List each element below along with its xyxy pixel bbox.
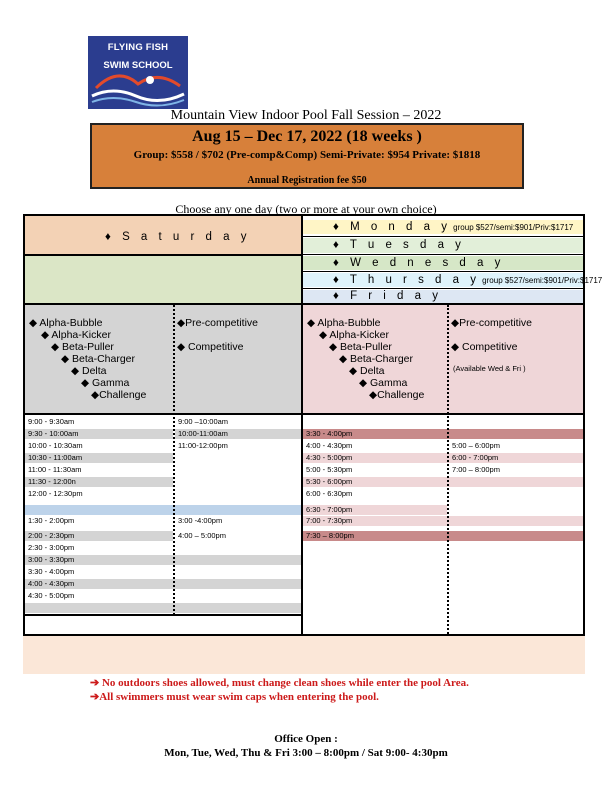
grid-line [303, 271, 583, 272]
session-banner [90, 123, 524, 189]
wk-level-gamma: ◆ Gamma [359, 377, 408, 389]
sat-slot: 2:30 - 3:00pm [28, 543, 75, 552]
sat-slot: 9:30 - 10:00am [25, 429, 173, 439]
sat-comp-slot: 10:00-11:00am [175, 429, 301, 439]
wk-level-beta-puller: ◆ Beta-Puller [329, 341, 392, 353]
monday-label: ♦ M o n d a y [333, 221, 451, 233]
logo-line-1: FLYING FISH [107, 42, 169, 53]
grid-line [25, 254, 301, 256]
wk-slot: 3:30 - 4:00pm [303, 429, 583, 439]
logo-line-2: SWIM SCHOOL [103, 60, 173, 71]
rules-notes [90, 676, 560, 704]
monday-price-note: group $527/semi:$901/Priv:$1717 [450, 223, 574, 232]
thursday-header [303, 273, 603, 287]
grid-divider [301, 216, 303, 634]
wk-slot: 6:00 - 6:30pm [306, 489, 353, 498]
wk-comp-slot: 5:00 – 6:00pm [452, 441, 500, 450]
weekday-levels-panel [303, 305, 583, 413]
office-heading: Office Open : [274, 733, 338, 745]
wednesday-header [303, 256, 583, 270]
level-precompetitive: ◆Pre-competitive [177, 317, 259, 329]
grid-line [25, 413, 583, 415]
wk-level-note: (Available Wed & Fri ) [453, 364, 526, 373]
level-beta-charger: ◆ Beta-Charger [61, 353, 136, 365]
sat-lunch-break [25, 505, 301, 515]
grid-line [303, 254, 583, 255]
grid-line [303, 288, 583, 289]
sat-slot: 10:30 - 11:00am [25, 453, 173, 463]
session-dates: Aug 15 – Dec 17, 2022 (18 weeks ) [192, 128, 422, 145]
wk-level-alpha-bubble: ◆ Alpha-Bubble [307, 317, 381, 329]
sat-slot: 4:30 - 5:00pm [28, 591, 75, 600]
thursday-price-note: group $527/semi:$901/Priv:$1717 [479, 276, 603, 285]
sat-comp-slot: 9:00 –10:00am [178, 417, 229, 426]
footer-band [23, 636, 585, 674]
schedule-grid [23, 214, 603, 636]
level-alpha-bubble: ◆ Alpha-Bubble [29, 317, 103, 329]
sat-slot-blank [25, 603, 301, 613]
level-competitive: ◆ Competitive [177, 341, 244, 353]
level-gamma: ◆ Gamma [81, 377, 130, 389]
office-hours [0, 732, 612, 760]
tuesday-label: ♦ T u e s d a y [333, 239, 465, 251]
sat-slot: 3:00 - 3:30pm [25, 555, 301, 565]
note-caps: ➔All swimmers must wear swim caps when entering the pool. [90, 691, 379, 703]
sat-slot: 12:00 - 12:30pm [28, 489, 83, 498]
note-shoes: ➔ No outdoors shoes allowed, must change clean shoes while enter the pool Area. [90, 677, 469, 689]
office-hours-text: Mon, Tue, Wed, Thu & Fri 3:00 – 8:00pm / Sat 9:00- 4:30pm [164, 747, 448, 759]
wednesday-label: ♦ W e d n e s d a y [333, 257, 505, 269]
sat-slot: 3:30 - 4:00pm [28, 567, 75, 576]
sat-slot: 1:30 - 2:00pm [28, 516, 75, 525]
saturday-blank-band [25, 256, 301, 303]
wk-level-competitive: ◆ Competitive [451, 341, 518, 353]
sat-comp-slot: 4:00 – 5:00pm [178, 531, 226, 540]
tuesday-header [303, 238, 583, 253]
wk-comp-slot: 6:00 - 7:00pm [452, 453, 499, 462]
wk-slot: 5:30 - 6:00pm [303, 477, 583, 487]
wk-level-challenge: ◆Challenge [369, 389, 425, 401]
wk-slot: 7:30 – 8:00pm [303, 531, 583, 541]
session-prices: Group: $558 / $702 (Pre-comp&Comp) Semi-Private: $954 Private: $1818 [133, 149, 481, 161]
level-delta: ◆ Delta [71, 365, 107, 377]
grid-line [25, 614, 301, 616]
page-title: Mountain View Indoor Pool Fall Session – 2022 [170, 108, 442, 123]
sat-slot: 11:00 - 11:30am [28, 465, 82, 474]
sat-slot: 10:00 - 10:30am [28, 441, 83, 450]
wk-level-beta-charger: ◆ Beta-Charger [339, 353, 414, 365]
grid-line [25, 303, 583, 305]
sat-slot: 11:30 - 12:00n [25, 477, 173, 487]
registration-fee: Annual Registration fee $50 [247, 175, 367, 186]
sat-comp-slot: 3:00 -4:00pm [178, 516, 223, 525]
wk-level-alpha-kicker: ◆ Alpha-Kicker [319, 329, 389, 341]
level-beta-puller: ◆ Beta-Puller [51, 341, 114, 353]
friday-label: ♦ F r i d a y [333, 290, 442, 302]
wk-level-delta: ◆ Delta [349, 365, 385, 377]
wk-level-precompetitive: ◆Pre-competitive [451, 317, 533, 329]
wk-slot: 6:30 - 7:00pm [303, 505, 447, 515]
thursday-label: ♦ T h u r s d a y [333, 274, 480, 286]
school-logo [88, 36, 188, 109]
weekday-column-divider [447, 305, 449, 634]
wk-comp-slot: 7:00 – 8:00pm [452, 465, 500, 474]
wk-slot: 4:30 - 5:00pm [303, 453, 583, 463]
level-alpha-kicker: ◆ Alpha-Kicker [41, 329, 111, 341]
saturday-header: ♦ S a t u r d a y [25, 216, 301, 254]
sat-comp-slot: 11:00-12:00pm [178, 441, 228, 450]
wk-slot: 4:00 - 4:30pm [306, 441, 353, 450]
grid-line [303, 236, 583, 237]
level-challenge: ◆Challenge [91, 389, 147, 401]
wk-slot: 5:00 - 5:30pm [306, 465, 353, 474]
friday-header [303, 290, 583, 303]
sat-slot: 9:00 - 9:30am [28, 417, 75, 426]
choose-day-note: Choose any one day (two or more at your own choice) [175, 202, 437, 216]
monday-header [303, 220, 583, 234]
saturday-levels-panel [25, 305, 301, 413]
wk-slot: 7:00 - 7:30pm [303, 516, 583, 526]
saturday-column-divider [173, 305, 175, 615]
sat-slot: 4:00 - 4:30pm [25, 579, 301, 589]
sat-slot: 2:00 - 2:30pm [25, 531, 173, 541]
